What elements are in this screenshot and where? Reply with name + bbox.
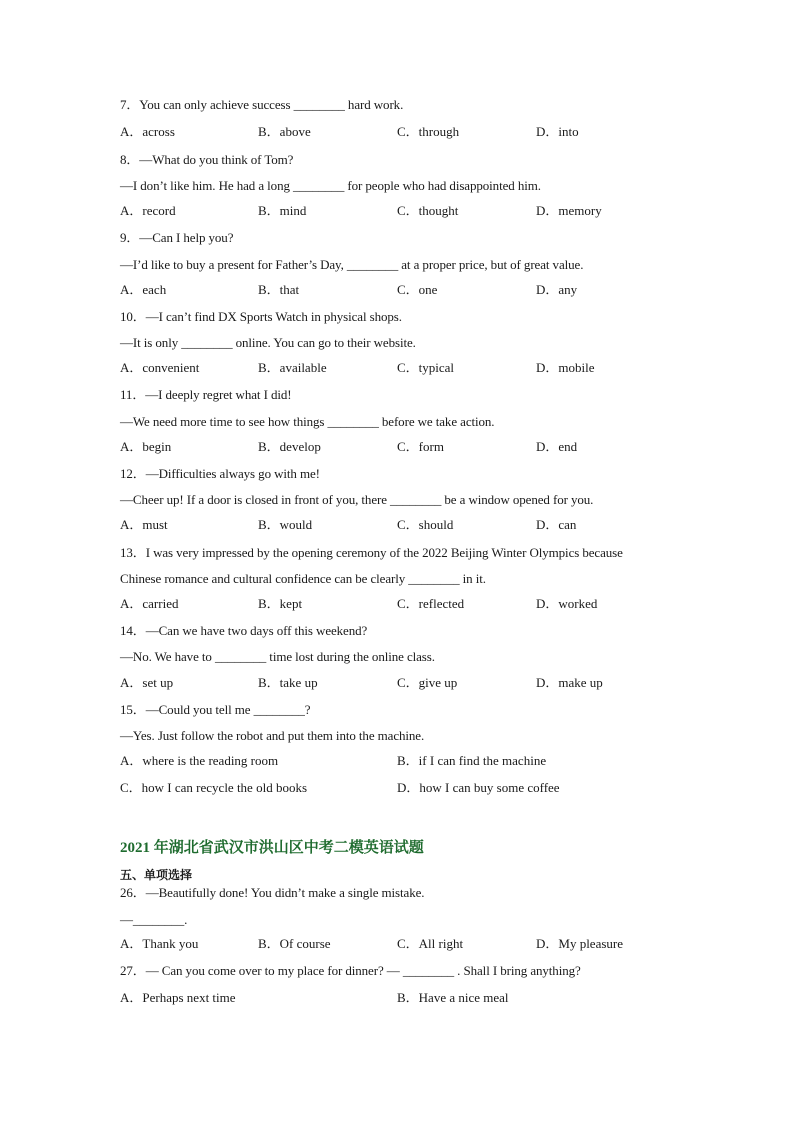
question-15-line2: —Yes. Just follow the robot and put them into the machine. xyxy=(120,728,425,743)
q7-option-b: B．above xyxy=(258,124,311,139)
q15-option-b: B．if I can find the machine xyxy=(397,753,547,768)
question-9-line2: —I’d like to buy a present for Father’s Day, ________ at a proper price, but of great value. xyxy=(120,257,584,272)
q11-option-c: C．form xyxy=(397,439,444,454)
question-14-stem: 14．—Can we have two days off this weekend? xyxy=(120,623,368,638)
q8-option-a: A．record xyxy=(120,203,176,218)
question-27-stem: 27．— Can you come over to my place for dinner? — ________ . Shall I bring anything? xyxy=(120,963,581,978)
q12-option-b: B．would xyxy=(258,517,313,532)
q9-option-b: B．that xyxy=(258,282,300,297)
question-12-stem: 12．—Difficulties always go with me! xyxy=(120,466,320,481)
question-11-line2: —We need more time to see how things ________ before we take action. xyxy=(120,414,495,429)
q15-option-c: C．how I can recycle the old books xyxy=(120,780,308,795)
q8-option-c: C．thought xyxy=(397,203,459,218)
q12-option-a: A．must xyxy=(120,517,168,532)
q13-option-c: C．reflected xyxy=(397,596,465,611)
q26-option-a: A．Thank you xyxy=(120,936,199,951)
q15-option-d: D．how I can buy some coffee xyxy=(397,780,560,795)
q26-option-b: B．Of course xyxy=(258,936,331,951)
q27-option-a: A．Perhaps next time xyxy=(120,990,236,1005)
question-15-stem: 15．—Could you tell me ________? xyxy=(120,702,311,717)
question-10-line2: —It is only ________ online. You can go to their website. xyxy=(120,335,416,350)
q13-option-a: A．carried xyxy=(120,596,179,611)
q10-option-c: C．typical xyxy=(397,360,455,375)
q13-option-d: D．worked xyxy=(536,596,598,611)
q11-option-a: A．begin xyxy=(120,439,172,454)
question-8-line2: —I don’t like him. He had a long ________ for people who had disappointed him. xyxy=(120,178,541,193)
q7-option-a: A．across xyxy=(120,124,175,139)
question-14-line2: —No. We have to ________ time lost during the online class. xyxy=(120,649,435,664)
question-26-line2: —________. xyxy=(120,912,188,927)
question-10-stem: 10．—I can’t find DX Sports Watch in physical shops. xyxy=(120,309,402,324)
q8-option-d: D．memory xyxy=(536,203,602,218)
q12-option-c: C．should xyxy=(397,517,454,532)
question-13-line2: Chinese romance and cultural confidence can be clearly ________ in it. xyxy=(120,571,486,586)
q9-option-a: A．each xyxy=(120,282,167,297)
q11-option-d: D．end xyxy=(536,439,578,454)
q9-option-d: D．any xyxy=(536,282,578,297)
q11-option-b: B．develop xyxy=(258,439,321,454)
q8-option-b: B．mind xyxy=(258,203,307,218)
q12-option-d: D．can xyxy=(536,517,577,532)
q9-option-c: C．one xyxy=(397,282,438,297)
question-8-stem: 8．—What do you think of Tom? xyxy=(120,152,294,167)
q14-option-d: D．make up xyxy=(536,675,603,690)
question-12-line2: —Cheer up! If a door is closed in front of you, there ________ be a window opened for you. xyxy=(120,492,594,507)
q13-option-b: B．kept xyxy=(258,596,303,611)
question-11-stem: 11．—I deeply regret what I did! xyxy=(120,387,292,402)
q15-option-a: A．where is the reading room xyxy=(120,753,279,768)
q14-option-b: B．take up xyxy=(258,675,318,690)
q10-option-a: A．convenient xyxy=(120,360,200,375)
q7-option-d: D．into xyxy=(536,124,579,139)
q27-option-b: B．Have a nice meal xyxy=(397,990,509,1005)
question-26-stem: 26．—Beautifully done! You didn’t make a single mistake. xyxy=(120,885,425,900)
question-7-stem: 7．You can only achieve success ________ hard work. xyxy=(120,97,404,112)
question-9-stem: 9．—Can I help you? xyxy=(120,230,234,245)
question-13-stem: 13．I was very impressed by the opening ceremony of the 2022 Beijing Winter Olympics because xyxy=(120,545,623,560)
exam-section-subtitle: 五、单项选择 xyxy=(120,868,193,882)
q14-option-c: C．give up xyxy=(397,675,458,690)
q10-option-d: D．mobile xyxy=(536,360,595,375)
q7-option-c: C．through xyxy=(397,124,460,139)
q26-option-c: C．All right xyxy=(397,936,464,951)
q26-option-d: D．My pleasure xyxy=(536,936,624,951)
q10-option-b: B．available xyxy=(258,360,327,375)
q14-option-a: A．set up xyxy=(120,675,174,690)
exam-section-title: 2021 年湖北省武汉市洪山区中考二模英语试题 xyxy=(120,840,424,856)
